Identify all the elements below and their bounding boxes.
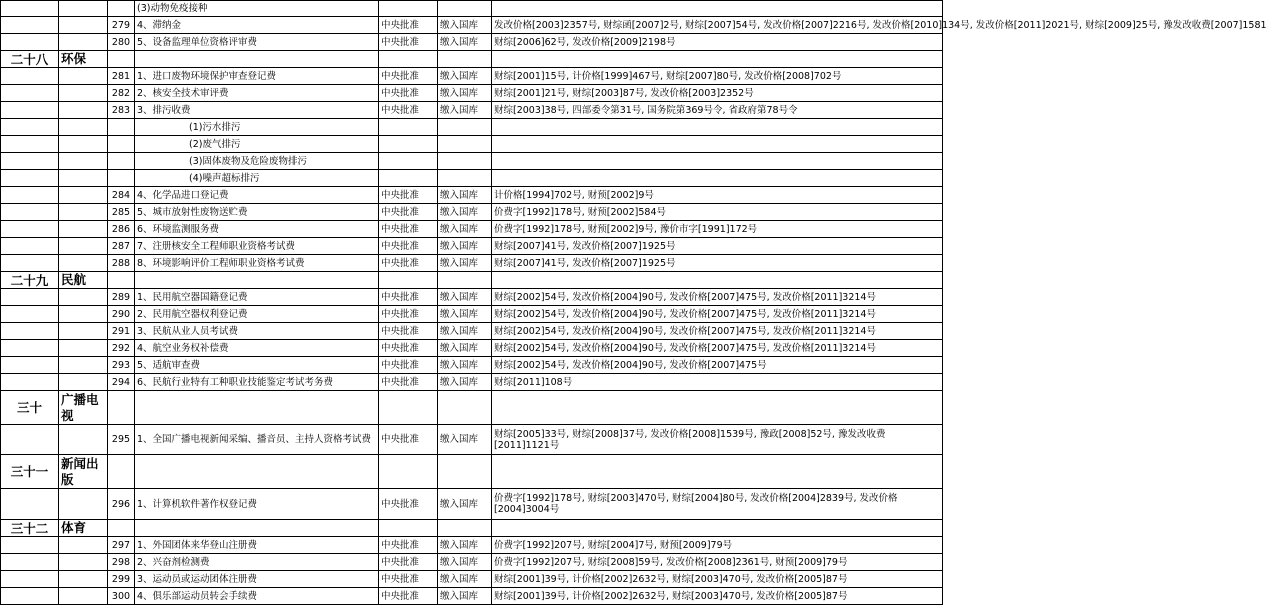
item-name-cell [135, 34, 379, 51]
empty-cell [492, 520, 943, 537]
approval-authority-cell [379, 119, 438, 136]
empty-cell [135, 391, 379, 425]
category-cell: 民航 [59, 272, 108, 289]
empty-cell [379, 391, 438, 425]
item-number-cell: 292 [108, 340, 135, 357]
section-number-cell [1, 204, 59, 221]
section-row [1, 272, 943, 289]
item-number-cell: 283 [108, 102, 135, 119]
item-name-cell [135, 255, 379, 272]
item-name-text: 3、运动员或运动团体注册费 [137, 573, 258, 585]
item-name-cell [135, 289, 379, 306]
category-cell [59, 425, 108, 455]
policy-basis-cell: 价费字[1992]178号, 财综[2003]470号, 财综[2004]80号, 发改价格[2004]2839号, 发改价格[2004]3004号 [492, 489, 943, 520]
policy-basis-cell: 财综[2001]39号, 计价格[2002]2632号, 财综[2003]470号, 发改价格[2005]87号 [492, 571, 943, 588]
approval-authority-cell: 中央批准 [379, 102, 438, 119]
section-number-cell [1, 34, 59, 51]
table-row [1, 85, 943, 102]
item-number-cell: 300 [108, 588, 135, 605]
category-cell [59, 238, 108, 255]
section-number-cell [1, 119, 59, 136]
policy-basis-cell: 计价格[1994]702号, 财预[2002]9号 [492, 187, 943, 204]
table-row [1, 554, 943, 571]
section-number-cell [1, 238, 59, 255]
category-cell [59, 489, 108, 520]
item-number-cell: 295 [108, 425, 135, 455]
category-cell [59, 187, 108, 204]
item-name-cell [135, 187, 379, 204]
empty-cell [438, 391, 492, 425]
policy-basis-cell: 财综[2002]54号, 发改价格[2004]90号, 发改价格[2007]475号, 发改价格[2011]3214号 [492, 323, 943, 340]
item-number-cell: 287 [108, 238, 135, 255]
approval-authority-cell: 中央批准 [379, 34, 438, 51]
item-number-cell: 289 [108, 289, 135, 306]
empty-cell [108, 51, 135, 68]
section-number-cell [1, 306, 59, 323]
fund-destination-cell: 缴入国库 [438, 374, 492, 391]
fund-destination-cell [438, 170, 492, 187]
item-number-cell: 291 [108, 323, 135, 340]
item-number-cell: 286 [108, 221, 135, 238]
policy-basis-cell: 财综[2002]54号, 发改价格[2004]90号, 发改价格[2007]475号, 发改价格[2011]3214号 [492, 340, 943, 357]
approval-authority-cell: 中央批准 [379, 255, 438, 272]
fund-destination-cell [438, 119, 492, 136]
fund-destination-cell: 缴入国库 [438, 102, 492, 119]
fund-destination-cell: 缴入国库 [438, 554, 492, 571]
policy-basis-cell: 价费字[1992]178号, 财预[2002]584号 [492, 204, 943, 221]
category-cell: 环保 [59, 51, 108, 68]
section-number-cell [1, 102, 59, 119]
item-name-text: 2、核安全技术审评费 [137, 87, 229, 99]
category-cell: 广播电视 [59, 391, 108, 425]
item-number-cell: 298 [108, 554, 135, 571]
policy-basis-cell [492, 1, 943, 17]
policy-basis-cell: 财综[2002]54号, 发改价格[2004]90号, 发改价格[2007]475号, 发改价格[2011]3214号 [492, 306, 943, 323]
category-cell [59, 571, 108, 588]
item-number-cell: 282 [108, 85, 135, 102]
item-name-cell [135, 221, 379, 238]
item-number-cell: 279 [108, 17, 135, 34]
fund-destination-cell: 缴入国库 [438, 187, 492, 204]
section-number-cell [1, 17, 59, 34]
category-cell [59, 119, 108, 136]
item-name-text: 1、进口废物环境保护审查登记费 [137, 70, 277, 82]
policy-basis-cell: 财综[2007]41号, 发改价格[2007]1925号 [492, 238, 943, 255]
section-number-cell [1, 85, 59, 102]
empty-cell [438, 272, 492, 289]
item-name-text: 1、全国广播电视新闻采编、播音员、主持人资格考试费 [137, 434, 372, 445]
item-name-cell [135, 1, 379, 17]
table-row [1, 68, 943, 85]
item-name-text: 5、适航审查费 [137, 359, 201, 371]
fund-destination-cell: 缴入国库 [438, 289, 492, 306]
item-name-cell [135, 537, 379, 554]
category-cell [59, 357, 108, 374]
item-name-cell [135, 238, 379, 255]
approval-authority-cell: 中央批准 [379, 238, 438, 255]
category-cell [59, 34, 108, 51]
fund-destination-cell: 缴入国库 [438, 85, 492, 102]
approval-authority-cell: 中央批准 [379, 17, 438, 34]
fund-destination-cell: 缴入国库 [438, 357, 492, 374]
policy-basis-cell [492, 170, 943, 187]
approval-authority-cell: 中央批准 [379, 85, 438, 102]
approval-authority-cell: 中央批准 [379, 340, 438, 357]
policy-basis-cell: 财综[2007]41号, 发改价格[2007]1925号 [492, 255, 943, 272]
table-row [1, 221, 943, 238]
fund-destination-cell: 缴入国库 [438, 238, 492, 255]
policy-basis-cell: 财综[2001]15号, 计价格[1999]467号, 财综[2007]80号, 发改价格[2008]702号 [492, 68, 943, 85]
category-cell [59, 588, 108, 605]
section-number-cell [1, 187, 59, 204]
fund-destination-cell: 缴入国库 [438, 306, 492, 323]
section-row [1, 520, 943, 537]
item-number-cell: 290 [108, 306, 135, 323]
approval-authority-cell: 中央批准 [379, 357, 438, 374]
item-number-cell: 299 [108, 571, 135, 588]
section-number-cell [1, 170, 59, 187]
item-name-text: 4、滞纳金 [137, 19, 182, 31]
approval-authority-cell: 中央批准 [379, 68, 438, 85]
category-cell: 体育 [59, 520, 108, 537]
item-name-text: 5、城市放射性废物送贮费 [137, 206, 248, 218]
approval-authority-cell: 中央批准 [379, 425, 438, 455]
item-number-cell: 285 [108, 204, 135, 221]
category-cell [59, 68, 108, 85]
item-name-cell [135, 170, 379, 187]
item-name-text: 2、兴奋剂检测费 [137, 556, 210, 568]
category-cell [59, 170, 108, 187]
table-row [1, 537, 943, 554]
item-name-text: 7、注册核安全工程师职业资格考试费 [137, 240, 296, 252]
section-number-cell [1, 136, 59, 153]
item-name-text: 8、环境影响评价工程师职业资格考试费 [137, 257, 305, 269]
item-name-text: 4、俱乐部运动员转会手续费 [137, 590, 258, 602]
policy-basis-cell [492, 119, 943, 136]
category-cell [59, 221, 108, 238]
approval-authority-cell: 中央批准 [379, 571, 438, 588]
category-cell [59, 323, 108, 340]
table-row [1, 323, 943, 340]
section-number-cell [1, 1, 59, 17]
table-row [1, 34, 943, 51]
empty-cell [379, 520, 438, 537]
approval-authority-cell [379, 170, 438, 187]
item-number-cell: 294 [108, 374, 135, 391]
item-name-cell [135, 588, 379, 605]
fund-destination-cell: 缴入国库 [438, 571, 492, 588]
approval-authority-cell: 中央批准 [379, 221, 438, 238]
section-number-cell [1, 425, 59, 455]
empty-cell [108, 455, 135, 489]
table-row [1, 170, 943, 187]
section-number-cell: 二十九 [1, 272, 59, 289]
section-number-cell [1, 588, 59, 605]
section-number-cell [1, 289, 59, 306]
table-row [1, 102, 943, 119]
category-cell [59, 537, 108, 554]
table-row [1, 255, 943, 272]
item-name-text: 1、民用航空器国籍登记费 [137, 291, 248, 303]
empty-cell [135, 51, 379, 68]
item-name-text: 4、化学品进口登记费 [137, 189, 229, 201]
item-name-text: 5、设备监理单位资格评审费 [137, 36, 258, 48]
fund-destination-cell: 缴入国库 [438, 204, 492, 221]
table-row [1, 136, 943, 153]
section-number-cell [1, 323, 59, 340]
item-name-text: 3、民航从业人员考试费 [137, 325, 239, 337]
section-number-cell: 二十八 [1, 51, 59, 68]
section-number-cell [1, 153, 59, 170]
category-cell [59, 1, 108, 17]
table-row [1, 187, 943, 204]
category-cell [59, 554, 108, 571]
item-number-cell [108, 170, 135, 187]
item-name-text: 3、排污收费 [137, 104, 191, 116]
item-number-cell: 284 [108, 187, 135, 204]
fund-destination-cell: 缴入国库 [438, 255, 492, 272]
item-number-cell: 296 [108, 489, 135, 520]
approval-authority-cell: 中央批准 [379, 204, 438, 221]
item-name-cell [135, 323, 379, 340]
item-number-cell: 293 [108, 357, 135, 374]
policy-basis-cell [492, 136, 943, 153]
item-name-text: 1、计算机软件著作权登记费 [137, 498, 258, 510]
section-number-cell: 三十一 [1, 455, 59, 489]
empty-cell [135, 455, 379, 489]
approval-authority-cell: 中央批准 [379, 187, 438, 204]
empty-cell [108, 391, 135, 425]
table-row [1, 204, 943, 221]
item-number-cell [108, 1, 135, 17]
item-number-cell: 281 [108, 68, 135, 85]
policy-basis-cell: 财综[2001]21号, 财综[2003]87号, 发改价格[2003]2352号 [492, 85, 943, 102]
empty-cell [379, 272, 438, 289]
item-name-cell [135, 136, 379, 153]
item-name-cell [135, 425, 379, 455]
item-name-text: 6、民航行业特有工种职业技能鉴定考试考务费 [137, 376, 334, 388]
approval-authority-cell [379, 136, 438, 153]
approval-authority-cell: 中央批准 [379, 306, 438, 323]
section-number-cell: 三十二 [1, 520, 59, 537]
table-row [1, 357, 943, 374]
section-number-cell [1, 374, 59, 391]
table-row [1, 153, 943, 170]
item-name-text: (3)动物免疫接种 [137, 3, 208, 14]
category-cell [59, 136, 108, 153]
item-name-cell [135, 85, 379, 102]
item-name-text: (2)废气排污 [189, 138, 241, 150]
table-row [1, 489, 943, 520]
section-row [1, 51, 943, 68]
category-cell [59, 340, 108, 357]
empty-cell [438, 51, 492, 68]
fund-destination-cell: 缴入国库 [438, 68, 492, 85]
item-name-cell [135, 102, 379, 119]
item-number-cell: 297 [108, 537, 135, 554]
fund-destination-cell: 缴入国库 [438, 17, 492, 34]
table-row [1, 425, 943, 455]
section-number-cell [1, 489, 59, 520]
category-cell [59, 17, 108, 34]
item-name-cell [135, 340, 379, 357]
item-name-text: 4、航空业务权补偿费 [137, 342, 229, 354]
policy-basis-cell: 财综[2011]108号 [492, 374, 943, 391]
item-name-cell [135, 17, 379, 34]
policy-basis-cell: 财综[2006]62号, 发改价格[2009]2198号 [492, 34, 943, 51]
item-name-cell [135, 374, 379, 391]
empty-cell [379, 51, 438, 68]
category-cell [59, 306, 108, 323]
category-cell [59, 102, 108, 119]
category-cell [59, 255, 108, 272]
policy-basis-cell: 财综[2002]54号, 发改价格[2004]90号, 发改价格[2007]475号, 发改价格[2011]3214号 [492, 289, 943, 306]
category-cell [59, 374, 108, 391]
item-name-text: 2、民用航空器权利登记费 [137, 308, 248, 320]
policy-basis-cell: 价费字[1992]178号, 财预[2002]9号, 豫价市字[1991]172号 [492, 221, 943, 238]
fund-destination-cell: 缴入国库 [438, 221, 492, 238]
policy-basis-cell: 价费字[1992]207号, 财综[2008]59号, 发改价格[2008]2361号, 财预[2009]79号 [492, 554, 943, 571]
approval-authority-cell: 中央批准 [379, 374, 438, 391]
approval-authority-cell: 中央批准 [379, 588, 438, 605]
section-number-cell [1, 554, 59, 571]
empty-cell [135, 520, 379, 537]
policy-basis-cell: 财综[2001]39号, 计价格[2002]2632号, 财综[2003]470号, 发改价格[2005]87号 [492, 588, 943, 605]
category-cell [59, 289, 108, 306]
fund-destination-cell [438, 1, 492, 17]
table-row [1, 588, 943, 605]
approval-authority-cell: 中央批准 [379, 489, 438, 520]
table-row [1, 17, 943, 34]
fund-destination-cell: 缴入国库 [438, 340, 492, 357]
empty-cell [108, 520, 135, 537]
approval-authority-cell: 中央批准 [379, 323, 438, 340]
empty-cell [492, 51, 943, 68]
empty-cell [438, 455, 492, 489]
item-name-cell [135, 119, 379, 136]
item-name-cell [135, 204, 379, 221]
table-row [1, 238, 943, 255]
item-name-text: 1、外国团体来华登山注册费 [137, 539, 258, 551]
empty-cell [492, 455, 943, 489]
approval-authority-cell: 中央批准 [379, 554, 438, 571]
section-number-cell [1, 340, 59, 357]
table-row [1, 119, 943, 136]
policy-basis-cell: 财综[2005]33号, 财综[2008]37号, 发改价格[2008]1539号, 豫政[2008]52号, 豫发改收费[2011]1121号 [492, 425, 943, 455]
empty-cell [492, 272, 943, 289]
approval-authority-cell [379, 1, 438, 17]
fund-destination-cell: 缴入国库 [438, 323, 492, 340]
section-number-cell [1, 68, 59, 85]
item-name-text: (4)噪声超标排污 [189, 172, 260, 184]
section-row [1, 391, 943, 425]
section-number-cell [1, 571, 59, 588]
item-name-cell [135, 489, 379, 520]
approval-authority-cell [379, 153, 438, 170]
table-row [1, 1, 943, 17]
item-number-cell [108, 119, 135, 136]
policy-basis-cell: 财综[2002]54号, 发改价格[2004]90号, 发改价格[2007]475号 [492, 357, 943, 374]
table-row [1, 289, 943, 306]
item-name-cell [135, 153, 379, 170]
policy-basis-cell: 财综[2003]38号, 四部委令第31号, 国务院第369号令, 省政府第78号令 [492, 102, 943, 119]
table-row [1, 571, 943, 588]
category-cell [59, 204, 108, 221]
item-name-text: (3)固体废物及危险废物排污 [189, 155, 307, 167]
section-number-cell [1, 221, 59, 238]
fund-destination-cell: 缴入国库 [438, 34, 492, 51]
fund-destination-cell [438, 136, 492, 153]
item-number-cell [108, 136, 135, 153]
item-name-cell [135, 571, 379, 588]
table-row [1, 340, 943, 357]
table-row [1, 306, 943, 323]
empty-cell [438, 520, 492, 537]
section-row [1, 455, 943, 489]
empty-cell [135, 272, 379, 289]
item-number-cell: 280 [108, 34, 135, 51]
fund-destination-cell: 缴入国库 [438, 425, 492, 455]
section-number-cell: 三十 [1, 391, 59, 425]
fund-destination-cell: 缴入国库 [438, 537, 492, 554]
item-name-cell [135, 554, 379, 571]
item-name-text: 6、环境监测服务费 [137, 223, 220, 235]
fund-destination-cell: 缴入国库 [438, 489, 492, 520]
approval-authority-cell: 中央批准 [379, 289, 438, 306]
item-name-text: (1)污水排污 [189, 121, 241, 133]
empty-cell [492, 391, 943, 425]
approval-authority-cell: 中央批准 [379, 537, 438, 554]
item-name-cell [135, 68, 379, 85]
table-row [1, 374, 943, 391]
policy-basis-cell: 价费字[1992]207号, 财综[2004]7号, 财预[2009]79号 [492, 537, 943, 554]
item-number-cell [108, 153, 135, 170]
policy-basis-cell: 发改价格[2003]2357号, 财综函[2007]2号, 财综[2007]54号, 发改价格[2007]2216号, 发改价格[2010]134号, 发改价格[2011]2021号, 财综[2009]25号, 豫发改收费[2007]1581 [492, 17, 943, 34]
fund-destination-cell: 缴入国库 [438, 588, 492, 605]
category-cell [59, 153, 108, 170]
item-number-cell: 288 [108, 255, 135, 272]
section-number-cell [1, 357, 59, 374]
policy-basis-cell [492, 153, 943, 170]
section-number-cell [1, 255, 59, 272]
category-cell [59, 85, 108, 102]
fund-destination-cell [438, 153, 492, 170]
empty-cell [108, 272, 135, 289]
empty-cell [379, 455, 438, 489]
category-cell: 新闻出版 [59, 455, 108, 489]
section-number-cell [1, 537, 59, 554]
item-name-cell [135, 306, 379, 323]
item-name-cell [135, 357, 379, 374]
